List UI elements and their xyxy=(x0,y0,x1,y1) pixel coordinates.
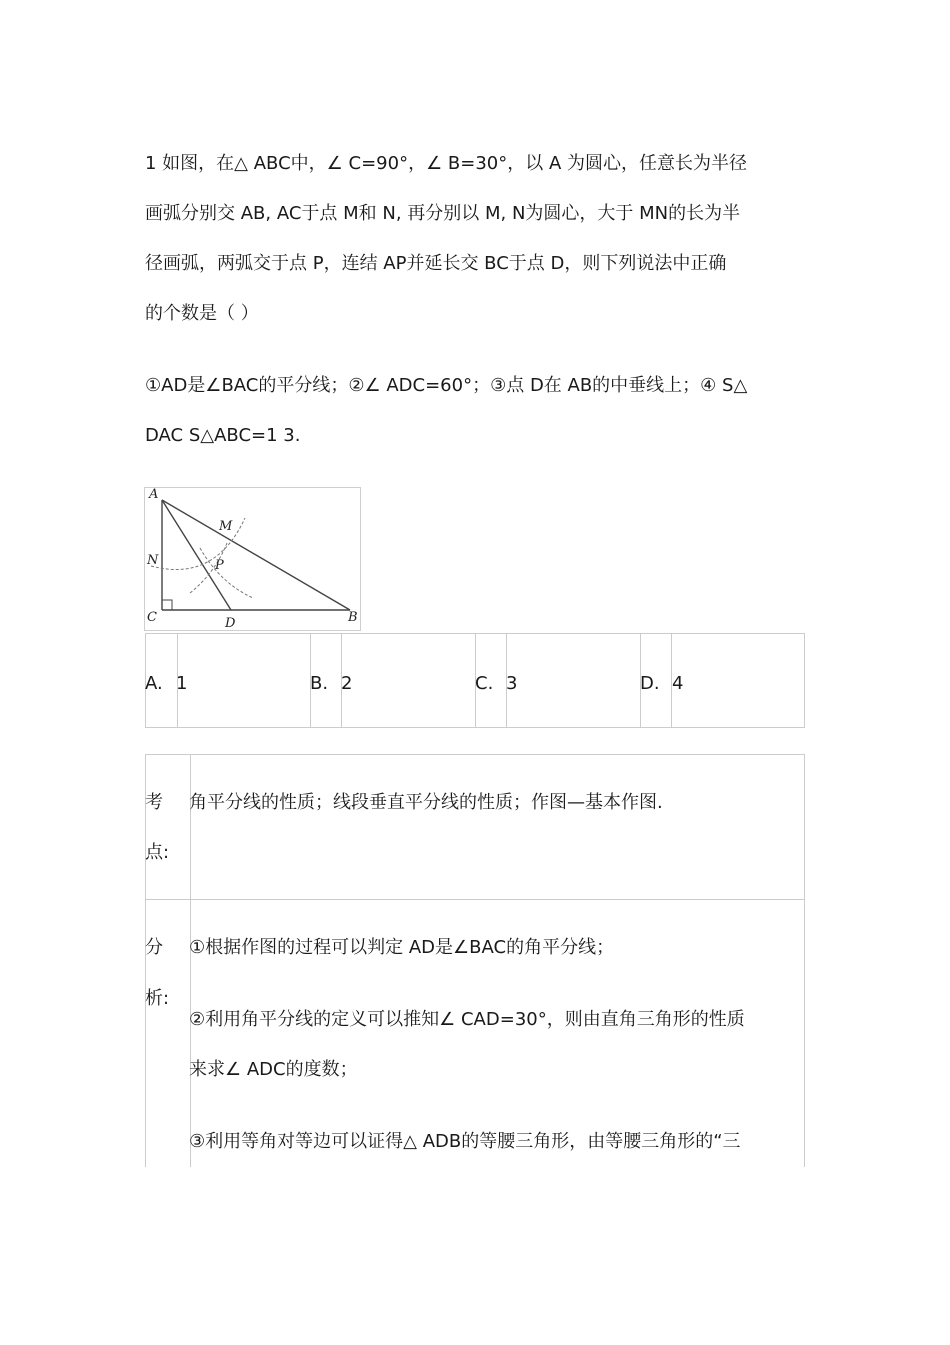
fenxi-line-3: 来求∠ ADC的度数； xyxy=(189,1059,358,1080)
option-c-value: 3 xyxy=(506,673,518,694)
question-line-4: 的个数是（ ） xyxy=(145,303,259,324)
option-b-value: 2 xyxy=(341,673,353,694)
kaodian-text: 角平分线的性质；线段垂直平分线的性质；作图—基本作图. xyxy=(189,792,663,813)
fenxi-line-4: ③利用等角对等边可以证得△ ADB的等腰三角形，由等腰三角形的“三 xyxy=(189,1131,741,1152)
option-d-value: 4 xyxy=(672,673,684,694)
right-angle-mark xyxy=(162,600,172,610)
label-d: D xyxy=(225,616,236,630)
question-line-3: 径画弧，两弧交于点 P，连结 AP并延长交 BC于点 D，则下列说法中正确 xyxy=(145,253,727,274)
options-table xyxy=(145,633,805,728)
fenxi-label-2: 析: xyxy=(145,988,170,1009)
option-b-letter[interactable]: B. xyxy=(310,673,329,694)
statement-line-2: DAC S△ABC=1 3. xyxy=(145,425,301,446)
question-line-2: 画弧分别交 AB, AC于点 M和 N, 再分别以 M, N为圆心，大于 MN的长为半 xyxy=(145,203,741,224)
option-a-letter[interactable]: A. xyxy=(145,673,163,694)
analysis-table xyxy=(145,754,805,1167)
kaodian-label-1: 考 xyxy=(145,792,163,813)
label-a: A xyxy=(149,488,159,502)
label-p: P xyxy=(215,558,224,573)
kaodian-label-2: 点: xyxy=(145,842,170,863)
segment-ab xyxy=(162,500,350,610)
statement-line-1: ①AD是∠BAC的平分线；②∠ ADC=60°；③点 D在 AB的中垂线上；④ S△ xyxy=(145,375,748,396)
option-d-letter[interactable]: D. xyxy=(640,673,660,694)
fenxi-label-1: 分 xyxy=(145,937,163,958)
label-n: N xyxy=(147,553,159,568)
label-m: M xyxy=(219,519,233,534)
fenxi-line-1: ①根据作图的过程可以判定 AD是∠BAC的角平分线； xyxy=(189,937,615,958)
option-c-letter[interactable]: C. xyxy=(475,673,494,694)
segment-ad xyxy=(162,500,231,610)
label-b: B xyxy=(348,610,358,625)
fenxi-line-2: ②利用角平分线的定义可以推知∠ CAD=30°，则由直角三角形的性质 xyxy=(189,1009,745,1030)
question-line-1: 1 如图，在△ ABC中，∠ C=90°，∠ B=30°，以 A 为圆心，任意长为半径 xyxy=(145,153,748,174)
label-c: C xyxy=(147,610,157,625)
option-a-value: 1 xyxy=(176,673,188,694)
triangle-figure xyxy=(144,487,361,631)
